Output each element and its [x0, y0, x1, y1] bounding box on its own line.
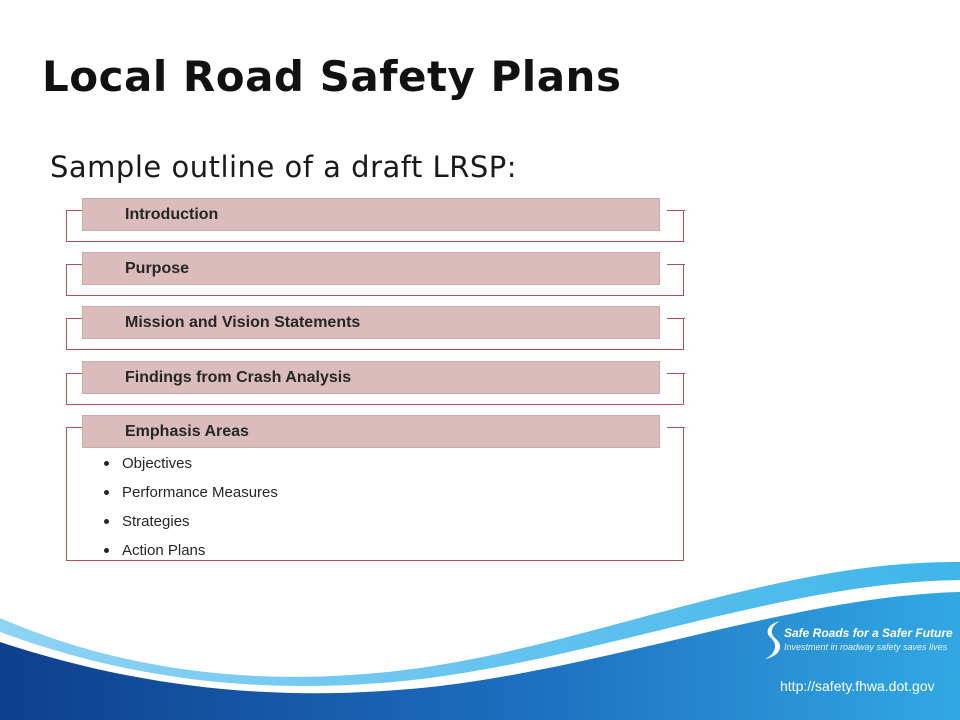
section-label: Mission and Vision Statements [125, 314, 361, 331]
bullet-text: Action Plans [122, 542, 206, 559]
list-item [104, 511, 278, 540]
logo-tagline: Investment in roadway safety saves lives [784, 642, 948, 652]
swoosh-s-icon [762, 618, 784, 662]
slide-title: Local Road Safety Plans [42, 52, 622, 101]
bullet-text: Strategies [122, 513, 190, 530]
section-header [82, 415, 660, 448]
bullet-text: Objectives [122, 455, 193, 472]
outline-section-mission-vision [66, 306, 684, 350]
section-header [82, 252, 660, 285]
section-label: Findings from Crash Analysis [125, 369, 352, 386]
section-header [82, 306, 660, 339]
bullet-icon [104, 461, 109, 466]
list-item [104, 482, 278, 511]
section-header [82, 198, 660, 231]
footer-url: http://safety.fhwa.dot.gov [780, 678, 935, 694]
logo-title: Safe Roads for a Safer Future [784, 626, 953, 640]
slide-subtitle: Sample outline of a draft LRSP: [50, 150, 518, 184]
fhwa-logo [762, 618, 953, 678]
bullet-text: Performance Measures [122, 484, 278, 501]
outline-section-crash-analysis [66, 361, 684, 405]
section-header [82, 361, 660, 394]
outline-section-purpose [66, 252, 684, 296]
section-label: Emphasis Areas [125, 423, 249, 440]
bullet-icon [104, 519, 109, 524]
section-label: Purpose [125, 260, 190, 277]
list-item [104, 453, 278, 482]
bullet-icon [104, 490, 109, 495]
section-label: Introduction [125, 206, 219, 223]
outline-section-introduction [66, 198, 684, 242]
